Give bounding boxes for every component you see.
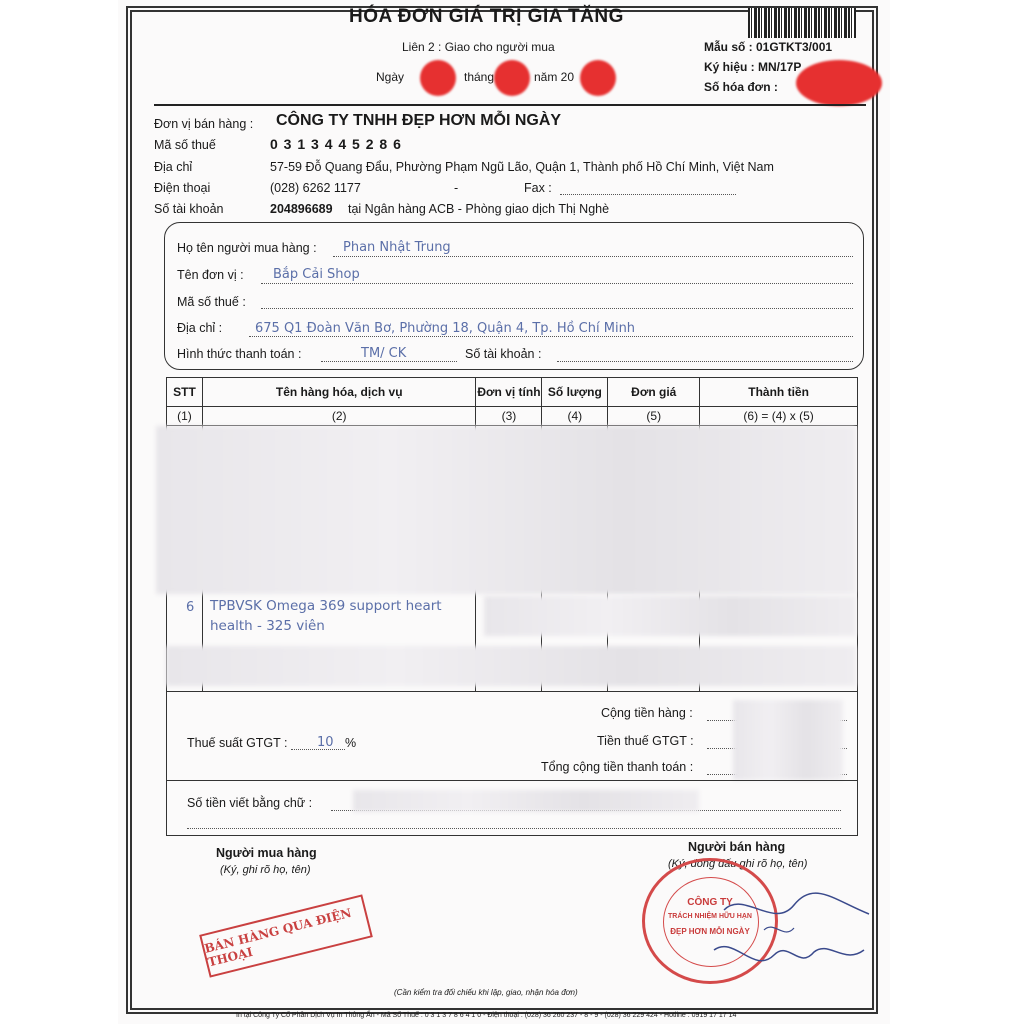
seller-phone-dash: - [454, 181, 459, 195]
header-quantity: Số lượng [542, 378, 608, 407]
header-divider [154, 104, 866, 106]
header-amount: Thành tiền [700, 378, 858, 407]
date-day-label: Ngày [376, 70, 405, 84]
buyer-signature-hint: (Ký, ghi rõ họ, tên) [220, 864, 311, 876]
redaction-invoice-number [796, 60, 882, 106]
header-item-name: Tên hàng hóa, dịch vụ [202, 378, 476, 407]
redaction-year [580, 60, 616, 96]
seal-line-1: CÔNG TY [687, 897, 733, 908]
buyer-payment-value: TM/ CK [361, 346, 407, 361]
seller-unit-label: Đơn vị bán hàng : [154, 117, 254, 131]
buyer-tax-dots [261, 308, 853, 309]
row-6-stt: 6 [186, 600, 195, 615]
seller-signature-hint: (Ký, đóng dấu ghi rõ họ, tên) [668, 858, 808, 870]
subtotal-label: Cộng tiền hàng : [601, 706, 693, 720]
seal-line-3: ĐẸP HƠN MỖI NGÀY [670, 927, 750, 936]
seal-line-2: TRÁCH NHIỆM HỮU HẠN [668, 913, 752, 920]
date-year-label: năm 20 [534, 70, 575, 84]
buyer-unit-value: Bắp Cải Shop [273, 267, 360, 282]
vat-rate-label: Thuế suất GTGT : [187, 736, 288, 750]
blurred-amount-in-words [353, 790, 699, 812]
seller-name: CÔNG TY TNHH ĐẸP HƠN MỖI NGÀY [276, 112, 562, 129]
seller-tax-value: 0 3 1 3 4 4 5 2 8 6 [270, 136, 402, 152]
col-number-1: (1) [167, 407, 203, 426]
totals-section [166, 690, 858, 836]
invoice-paper [118, 0, 890, 1024]
buyer-name-dots [333, 256, 853, 257]
buyer-address-label: Địa chỉ : [177, 321, 223, 335]
buyer-name-value: Phan Nhật Trung [343, 240, 451, 255]
footer-note: (Cần kiểm tra đối chiếu khi lập, giao, nhận hóa đơn) [394, 988, 578, 997]
col-number-2: (2) [202, 407, 476, 426]
invoice-symbol: Ký hiệu : MN/17P [704, 60, 802, 74]
buyer-address-dots [249, 336, 853, 337]
background-right [890, 0, 1024, 1024]
blurred-totals [733, 700, 843, 780]
sales-by-phone-stamp: BÁN HÀNG QUA ĐIỆN THOẠI [199, 894, 373, 977]
totals-divider [167, 780, 857, 781]
seller-account-number: 204896689 [270, 202, 333, 216]
vat-rate-unit: % [345, 736, 357, 750]
vat-rate-value: 10 [317, 735, 334, 750]
buyer-name-label: Họ tên người mua hàng : [177, 241, 317, 255]
vat-rate-dots [291, 749, 345, 750]
seller-address-value: 57-59 Đỗ Quang Đẩu, Phường Phạm Ngũ Lão, Quận 1, Thành phố Hồ Chí Minh, Việt Nam [270, 160, 774, 174]
buyer-unit-dots [261, 283, 853, 284]
redaction-day [420, 60, 456, 96]
buyer-unit-label: Tên đơn vị : [177, 268, 244, 282]
header-unit: Đơn vị tính [476, 378, 542, 407]
buyer-payment-dots [321, 361, 457, 362]
buyer-account-label: Số tài khoản : [465, 347, 542, 361]
fax-dots [560, 194, 736, 195]
seller-signature [704, 880, 874, 990]
copy-label: Liên 2 : Giao cho người mua [402, 40, 555, 54]
col-number-3: (3) [476, 407, 542, 426]
blurred-rows-top [156, 426, 856, 594]
seller-signature-title: Người bán hàng [688, 840, 786, 854]
invoice-content [144, 0, 864, 1024]
buyer-address-value: 675 Q1 Đoàn Văn Bơ, Phường 18, Quận 4, Tp. Hồ Chí Minh [255, 321, 636, 336]
col-number-5: (5) [608, 407, 700, 426]
buyer-payment-label: Hình thức thanh toán : [177, 347, 302, 361]
buyer-signature-title: Người mua hàng [216, 846, 317, 860]
vat-amount-label: Tiền thuế GTGT : [597, 734, 694, 748]
seller-tax-label: Mã số thuế [154, 138, 216, 152]
blurred-row-6-values [484, 596, 856, 636]
blurred-rows-bottom [166, 646, 856, 686]
amount-in-words-label: Số tiền viết bằng chữ : [187, 796, 313, 810]
row-6-name-line1: TPBVSK Omega 369 support heart [210, 598, 442, 614]
invoice-number-label: Số hóa đơn : [704, 80, 778, 94]
seller-account-label: Số tài khoản [154, 202, 224, 216]
invoice-title: HÓA ĐƠN GIÁ TRỊ GIA TĂNG [349, 6, 624, 27]
redaction-month [494, 60, 530, 96]
barcode [748, 8, 856, 38]
seller-fax-label: Fax : [524, 181, 552, 195]
header-stt: STT [167, 378, 203, 407]
seller-phone-value: (028) 6262 1177 [270, 181, 361, 195]
seller-address-label: Địa chỉ [154, 160, 193, 174]
amount-in-words-dots-2 [187, 828, 841, 829]
date-month-label: tháng [464, 70, 495, 84]
grand-total-label: Tổng cộng tiền thanh toán : [541, 760, 694, 774]
background-left [0, 0, 118, 1024]
seller-account-bank: tại Ngân hàng ACB - Phòng giao dịch Thị Nghè [348, 202, 610, 216]
buyer-tax-label: Mã số thuế : [177, 295, 246, 309]
footer-printer: In tại Công Ty Cổ Phần Dịch Vụ In Thông Ấn - Mã Số Thuế : 0 3 1 3 7 8 6 4 1 0 - Điện thoại : (028) 36 260 237 - 8 - 9 - (028) 36 229 424 - Hotline : 0919 17 17 14 [236, 1012, 737, 1019]
col-number-4: (4) [542, 407, 608, 426]
header-unit-price: Đơn giá [608, 378, 700, 407]
form-number: Mẫu số : 01GTKT3/001 [704, 40, 833, 54]
col-number-6: (6) = (4) x (5) [700, 407, 858, 426]
buyer-info-box [164, 222, 864, 370]
buyer-account-dots [557, 361, 853, 362]
seller-phone-label: Điện thoại [154, 181, 211, 195]
row-6-name-line2: health - 325 viên [210, 618, 325, 634]
